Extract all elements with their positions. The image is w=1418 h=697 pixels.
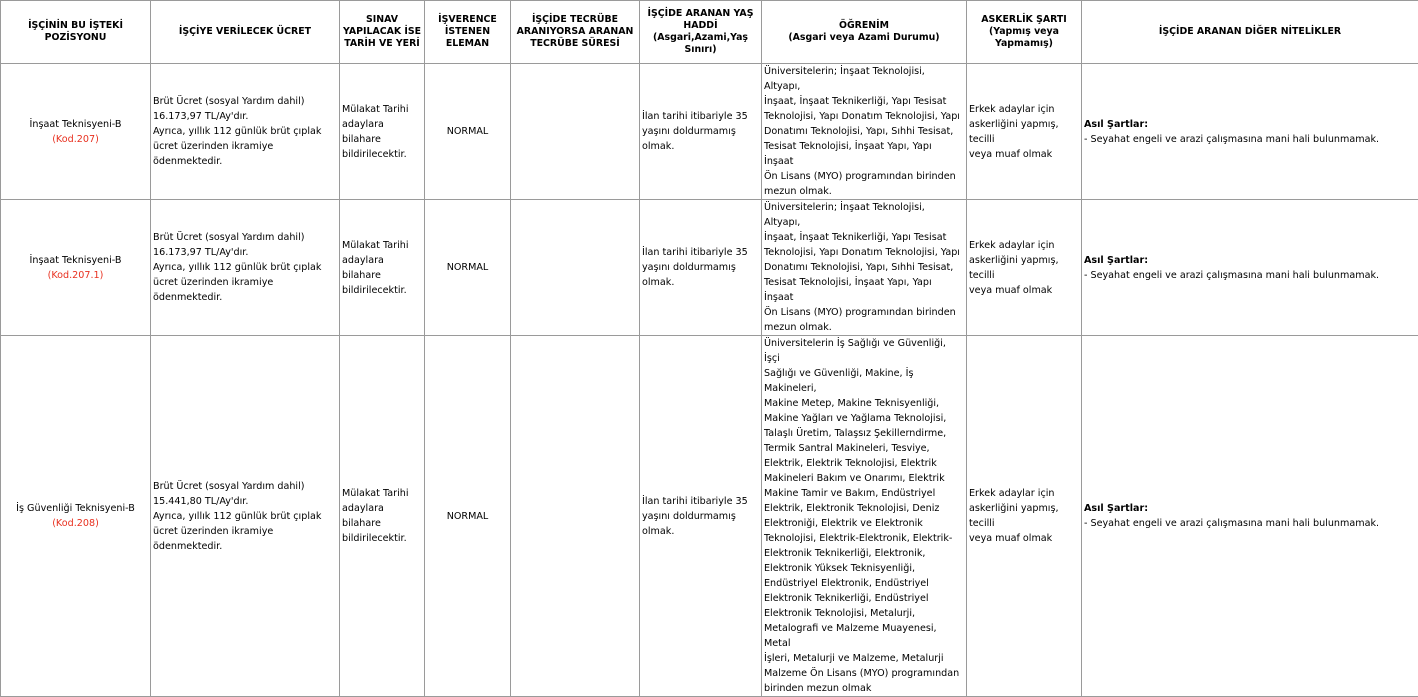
age-cell: İlan tarihi itibariyle 35 yaşını doldurmamış olmak. — [640, 336, 762, 697]
exam-cell: Mülakat Tarihi adaylara bilahare bildirilecektir. — [340, 200, 425, 336]
military-cell: Erkek adaylar için askerliğini yapmış, tecilli veya muaf olmak — [967, 200, 1082, 336]
experience-cell — [511, 336, 640, 697]
table-row — [1, 200, 1418, 336]
requirements-text: - Seyahat engeli ve arazi çalışmasına mani hali bulunmamak. — [1084, 132, 1416, 147]
wage-cell: Brüt Ücret (sosyal Yardım dahil) 16.173,97 TL/Ay'dır. Ayrıca, yıllık 112 günlük brüt çıplak ücret üzerinden ikramiye ödenmektedir. — [151, 200, 340, 336]
position-title: İnşaat Teknisyeni-B — [3, 253, 148, 268]
header-experience: İŞÇİDE TECRÜBE ARANIYORSA ARANAN TECRÜBE SÜRESİ — [511, 1, 640, 64]
requirements-title: Asıl Şartlar: — [1084, 117, 1416, 132]
position-code: (Kod.208) — [3, 516, 148, 531]
experience-cell — [511, 64, 640, 200]
header-other: İŞÇİDE ARANAN DİĞER NİTELİKLER — [1082, 1, 1418, 64]
requirements-text: - Seyahat engeli ve arazi çalışmasına mani hali bulunmamak. — [1084, 268, 1416, 283]
position-title: İş Güvenliği Teknisyeni-B — [3, 501, 148, 516]
header-row — [1, 1, 1418, 64]
military-cell: Erkek adaylar için askerliğini yapmış, tecilli veya muaf olmak — [967, 64, 1082, 200]
position-title: İnşaat Teknisyeni-B — [3, 117, 148, 132]
other-requirements-cell — [1082, 336, 1418, 697]
education-cell: Üniversitelerin; İnşaat Teknolojisi, Altyapı, İnşaat, İnşaat Teknikerliği, Yapı Tesisat Teknolojisi, Yapı Donatım Teknolojisi, Yapı Donatımı Teknolojisi, Yapı, Sıhhi Tesisat, Tesisat Teknolojisi, İnşaat Yapı, Yapı İnşaat Ön Lisans (MYO) programından birinden mezun olmak. — [762, 64, 967, 200]
age-cell: İlan tarihi itibariyle 35 yaşını doldurmamış olmak. — [640, 200, 762, 336]
other-requirements-cell — [1082, 200, 1418, 336]
position-cell — [1, 200, 151, 336]
employee-type-cell: NORMAL — [425, 336, 511, 697]
exam-cell: Mülakat Tarihi adaylara bilahare bildirilecektir. — [340, 64, 425, 200]
header-position: İŞÇİNİN BU İŞTEKİ POZİSYONU — [1, 1, 151, 64]
requirements-text: - Seyahat engeli ve arazi çalışmasına mani hali bulunmamak. — [1084, 516, 1416, 531]
header-age: İŞÇİDE ARANAN YAŞ HADDİ (Asgari,Azami,Yaş Sınırı) — [640, 1, 762, 64]
header-wage: İŞÇİYE VERİLECEK ÜCRET — [151, 1, 340, 64]
exam-cell: Mülakat Tarihi adaylara bilahare bildirilecektir. — [340, 336, 425, 697]
header-military: ASKERLİK ŞARTI (Yapmış veya Yapmamış) — [967, 1, 1082, 64]
table-row — [1, 64, 1418, 200]
military-cell: Erkek adaylar için askerliğini yapmış, tecilli veya muaf olmak — [967, 336, 1082, 697]
wage-cell: Brüt Ücret (sosyal Yardım dahil) 16.173,97 TL/Ay'dır. Ayrıca, yıllık 112 günlük brüt çıplak ücret üzerinden ikramiye ödenmektedir. — [151, 64, 340, 200]
education-cell: Üniversitelerin İş Sağlığı ve Güvenliği, İşçi Sağlığı ve Güvenliği, Makine, İş Makineleri, Makine Metep, Makine Teknisyenliği, Makine Yağları ve Yağlama Teknolojisi, Talaşlı Üretim, Talaşsız Şekillerndirme, Termik Santral Makineleri, Tesviye, Elektrik, Elektrik Teknolojisi, Elektrik Makineleri Bakım ve Onarımı, Elektrik Makine Tamir ve Bakım, Endüstriyel Elektrik, Elektronik Teknolojisi, Deniz Elektroniği, Elektrik ve Elektronik Teknolojisi, Elektrik-Elektronik, Elektrik- Elektronik Teknikerliği, Elektronik, Elektronik Yüksek Teknisyenliği, Endüstriyel Elektronik, Endüstriyel Elektronik Teknikerliği, Endüstriyel Elektronik Teknolojisi, Metalurji, Metalografi ve Malzeme Muayenesi, Metal İşleri, Metalurji ve Malzeme, Metalurji Malzeme Ön Lisans (MYO) programından birinden mezun olmak — [762, 336, 967, 697]
position-code: (Kod.207) — [3, 132, 148, 147]
header-exam: SINAV YAPILACAK İSE TARİH VE YERİ — [340, 1, 425, 64]
age-cell: İlan tarihi itibariyle 35 yaşını doldurmamış olmak. — [640, 64, 762, 200]
experience-cell — [511, 200, 640, 336]
header-employee-type: İŞVERENCE İSTENEN ELEMAN — [425, 1, 511, 64]
requirements-title: Asıl Şartlar: — [1084, 253, 1416, 268]
header-education: ÖĞRENİM (Asgari veya Azami Durumu) — [762, 1, 967, 64]
education-cell: Üniversitelerin; İnşaat Teknolojisi, Altyapı, İnşaat, İnşaat Teknikerliği, Yapı Tesisat Teknolojisi, Yapı Donatım Teknolojisi, Yapı Donatımı Teknolojisi, Yapı, Sıhhi Tesisat, Tesisat Teknolojisi, İnşaat Yapı, Yapı İnşaat Ön Lisans (MYO) programından birinden mezun olmak. — [762, 200, 967, 336]
position-code: (Kod.207.1) — [3, 268, 148, 283]
position-cell — [1, 336, 151, 697]
table-row — [1, 336, 1418, 697]
employee-type-cell: NORMAL — [425, 200, 511, 336]
requirements-title: Asıl Şartlar: — [1084, 501, 1416, 516]
wage-cell: Brüt Ücret (sosyal Yardım dahil) 15.441,80 TL/Ay'dır. Ayrıca, yıllık 112 günlük brüt çıplak ücret üzerinden ikramiye ödenmektedir. — [151, 336, 340, 697]
position-cell — [1, 64, 151, 200]
employee-type-cell: NORMAL — [425, 64, 511, 200]
other-requirements-cell — [1082, 64, 1418, 200]
